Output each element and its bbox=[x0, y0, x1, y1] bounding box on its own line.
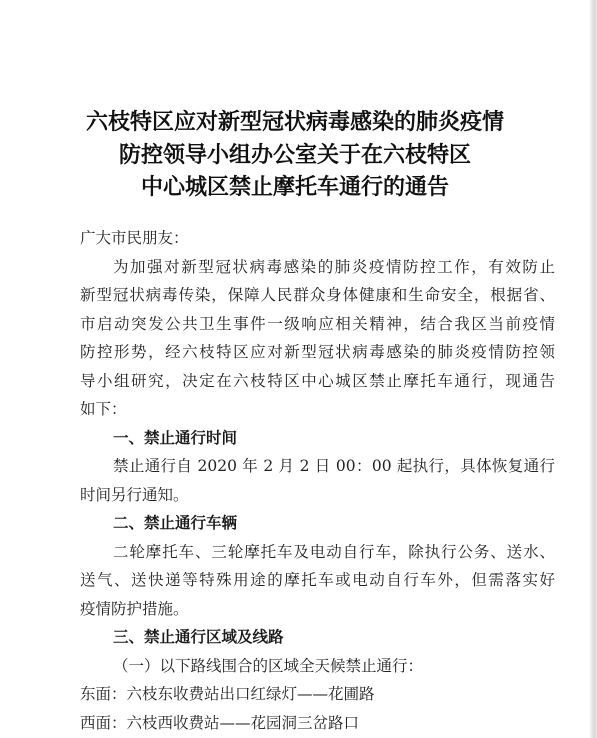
page-edge-shadow bbox=[589, 0, 597, 738]
intro-line: 新型冠状病毒传染，保障人民群众身体健康和生命安全，根据省、 bbox=[80, 286, 555, 304]
intro-line: 如下： bbox=[80, 400, 127, 418]
section-heading-area: 三、禁止通行区域及线路 bbox=[113, 628, 284, 646]
section-text-line: （一）以下路线围合的区域全天候禁止通行： bbox=[113, 656, 424, 675]
section-text-line: 时间另行通知。 bbox=[80, 485, 189, 504]
intro-line: 防控形势，经六枝特区应对新型冠状病毒感染的肺炎疫情防控领 bbox=[80, 343, 555, 361]
section-text-line: 疫情防护措施。 bbox=[80, 599, 189, 618]
section-text-line: 二轮摩托车、三轮摩托车及电动自行车，除执行公务、送水、 bbox=[113, 542, 555, 561]
title-line-1: 六枝特区应对新型冠状病毒感染的肺炎疫情 bbox=[85, 109, 504, 135]
notice-body bbox=[80, 224, 555, 737]
title-line-3: 中心城区禁止摩托车通行的通告 bbox=[140, 174, 449, 200]
title-line-2: 防控领导小组办公室关于在六枝特区 bbox=[118, 141, 471, 168]
route-west-line: 西面：六枝西收费站——花园洞三岔路口 bbox=[80, 713, 360, 732]
intro-line: 导小组研究，决定在六枝特区中心城区禁止摩托车通行，现通告 bbox=[80, 371, 555, 390]
intro-line: 为加强对新型冠状病毒感染的肺炎疫情防控工作，有效防止 bbox=[113, 257, 555, 276]
section-heading-time: 一、禁止通行时间 bbox=[113, 428, 238, 447]
section-text-line: 送气、送快递等特殊用途的摩托车或电动自行车外，但需落实好 bbox=[80, 571, 555, 589]
route-east-line: 东面：六枝东收费站出口红绿灯——花圃路 bbox=[80, 685, 375, 703]
notice-title bbox=[60, 106, 530, 204]
intro-line: 市启动突发公共卫生事件一级响应相关精神，结合我区当前疫情 bbox=[80, 314, 555, 333]
section-text-line: 禁止通行自 2020 年 2 月 2 日 00：00 起执行，具体恢复通行 bbox=[113, 457, 555, 475]
salutation: 广大市民朋友： bbox=[80, 229, 189, 247]
section-heading-vehicles: 二、禁止通行车辆 bbox=[113, 514, 238, 532]
